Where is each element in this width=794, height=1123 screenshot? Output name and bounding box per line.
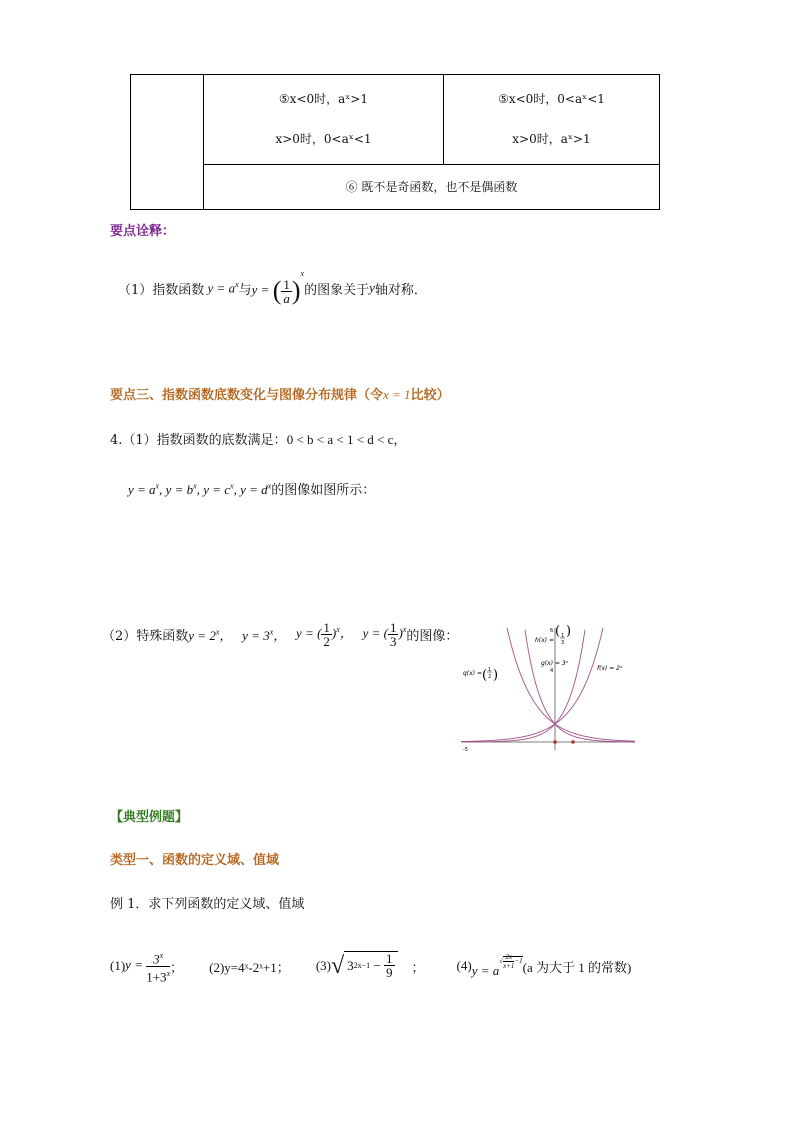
example-1-problems xyxy=(110,946,631,986)
cell-5-left-line2: x>0时，0<aˣ<1 xyxy=(275,132,372,147)
p1-formula: y = $\frac{3^x}{1+3^x}$ xyxy=(125,951,171,984)
p4-formula: $y = a^{√ \frac{2x}{x+1} -1}$ xyxy=(471,952,523,979)
examples-heading: 【典型例题】 xyxy=(110,810,189,825)
cell-5-right-line1: ⑤x<0时，0<aˣ<1 xyxy=(498,92,605,107)
item2-prefix: （2）特殊函数 xyxy=(102,628,189,644)
note-heading: 要点诠释： xyxy=(110,224,176,239)
item4-prefix: 4.（1）指数函数的底数满足： xyxy=(110,433,287,448)
cell-5-left-line1: ⑤x<0时，aˣ>1 xyxy=(278,92,369,107)
label-h-num: 1 xyxy=(561,633,565,639)
note-item-1 xyxy=(118,268,427,308)
point-origin xyxy=(553,740,557,744)
formula-four-functions: $y = a^x$, $y = b^x$, $y = c^x$, $y = d^x$ xyxy=(128,481,272,497)
item4-line2-suffix: 的图像如图所示： xyxy=(271,483,376,498)
label-q-den: 2 xyxy=(488,674,492,680)
formula-one-over-a-pow-x: y = ( $\frac{1}{a}$ )$^x$ xyxy=(251,269,305,306)
note-item1-axis: y xyxy=(369,280,375,295)
formula-a-pow-x: $y = a^x$ xyxy=(204,279,239,296)
note-item1-suffix: 的图象关于 xyxy=(304,282,370,298)
table-cell-6: ⑥ 既不是奇函数，也不是偶函数 xyxy=(204,164,660,209)
formula-half-pow-x: y = ( $\frac{1}{2}$ )$^x$， xyxy=(296,619,363,649)
type1-heading: 类型一、函数的定义域、值域 xyxy=(110,853,280,868)
example-1-text: 例 1．求下列函数的定义域、值域 xyxy=(110,897,305,912)
section3-heading-text: 要点三、指数函数底数变化与图像分布规律（令 xyxy=(110,388,384,403)
label-f: f(x) = 2ˣ xyxy=(597,665,623,672)
label-g: g(x) = 3ˣ xyxy=(541,660,569,667)
tick-y-top: 6 xyxy=(550,628,554,634)
p3-formula: √ 3 2x−1 − $\frac{1}{9}$ xyxy=(331,951,398,980)
label-q-paren-close: ) xyxy=(493,668,499,683)
item4-condition: 0 < b < a < 1 < d < c， xyxy=(286,432,407,447)
label-h: h(x) = xyxy=(535,637,554,644)
item-4-line-1 xyxy=(110,429,406,448)
curve-h-third-x xyxy=(525,630,635,742)
p3-end: ； xyxy=(411,960,425,976)
formula-2-pow-x: $y = 2^x$， xyxy=(188,627,243,643)
cell-5-right-line2: x>0时，aˣ>1 xyxy=(512,132,591,147)
section3-heading xyxy=(110,384,450,403)
label-q: q(x) = xyxy=(463,670,482,677)
tick-x-neg5: -5 xyxy=(463,747,468,753)
properties-table xyxy=(130,74,660,210)
p2-formula: (2)y=4ˣ-2ˣ+1； xyxy=(209,959,290,975)
note-item1-end: 轴对称． xyxy=(374,282,427,298)
item2-suffix: 的图像： xyxy=(406,628,459,644)
item-4-line-2 xyxy=(128,479,375,498)
item-2-special xyxy=(102,614,458,654)
label-h-paren-open: ( xyxy=(555,624,561,639)
exponential-graph xyxy=(455,624,640,754)
curve-g-3x xyxy=(461,630,585,742)
label-q-paren-open: ( xyxy=(482,668,488,683)
label-h-den: 3 xyxy=(561,640,565,646)
formula-3-pow-x: $y = 3^x$， xyxy=(242,627,297,643)
p4-note: (a 为大于 1 的常数) xyxy=(522,959,632,975)
curve-q-half-x xyxy=(507,628,635,741)
p4-label: (4) xyxy=(456,958,472,973)
table-left-cell xyxy=(131,75,204,210)
tick-y-4: 4 xyxy=(550,668,554,674)
formula-third-pow-x: y = ( $\frac{1}{3}$ )$^x$ xyxy=(362,619,407,649)
point-x-1 xyxy=(571,740,575,744)
curve-f-2x xyxy=(461,628,603,742)
p1-end: ； xyxy=(170,960,184,976)
section3-heading-end: 比较） xyxy=(410,388,450,403)
note-item1-prefix: （1）指数函数 xyxy=(118,282,205,298)
section3-heading-math: x = 1 xyxy=(383,387,411,402)
note-item1-mid: 与 xyxy=(238,282,252,298)
table-cell-5-left xyxy=(204,75,444,165)
label-q-num: 1 xyxy=(488,667,492,673)
p3-label: (3) xyxy=(315,958,331,973)
p1-label: (1) xyxy=(110,958,126,973)
label-h-paren-close: ) xyxy=(566,624,572,639)
table-cell-5-right xyxy=(444,75,660,165)
